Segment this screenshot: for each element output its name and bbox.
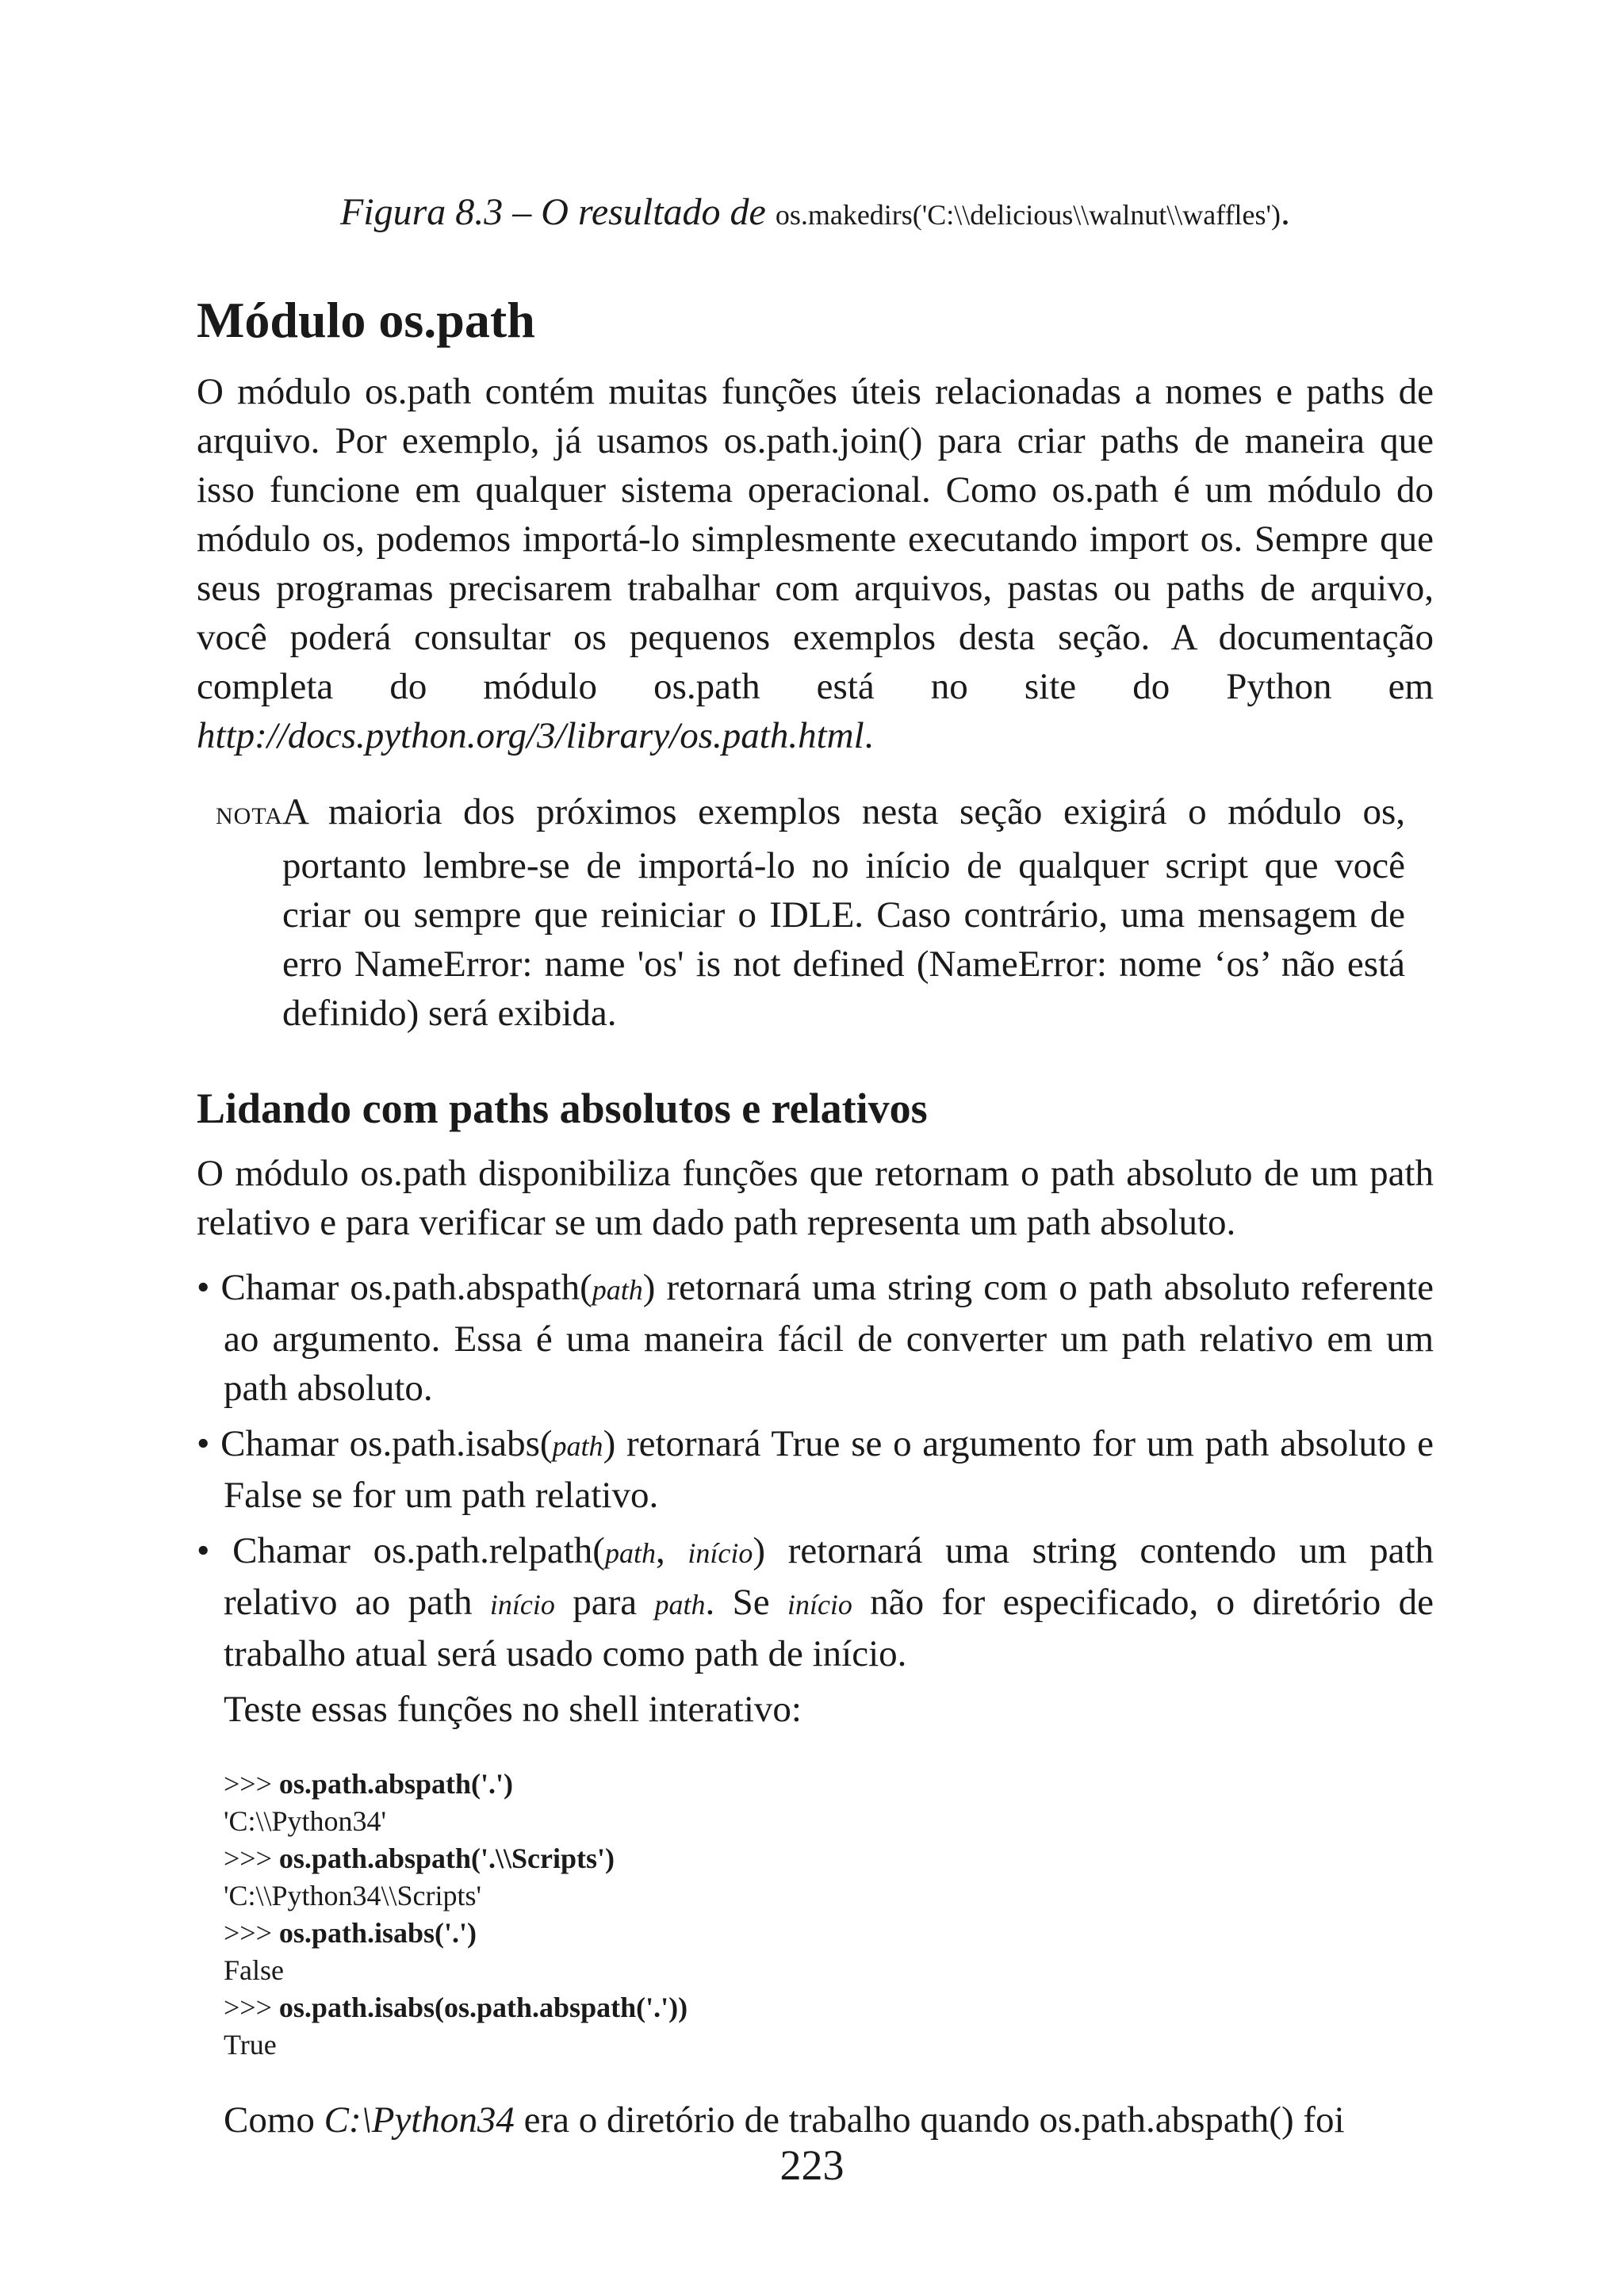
- bullet-text: não for especificado, o diretório de trabalho atual será usado como path de início.: [224, 1581, 1434, 1674]
- subsection-title: Lidando com paths absolutos e relativos: [197, 1084, 928, 1132]
- code-line: [224, 1766, 1434, 1803]
- section-intro-end: .: [864, 714, 874, 756]
- bullet-text: • Chamar os.path.isabs(: [197, 1422, 553, 1464]
- bullet-arg: início: [489, 1588, 555, 1621]
- note-box: [216, 787, 1405, 1038]
- bullet-text: ) retornará uma string contendo um path relativo ao path: [224, 1529, 1434, 1623]
- page-number: 223: [779, 2141, 845, 2189]
- code-line: True: [224, 2028, 277, 2061]
- code-line: 'C:\\Python34': [224, 1804, 387, 1837]
- section-title: Módulo os.path: [197, 292, 535, 348]
- figure-caption: [197, 190, 1434, 234]
- code-prompt: >>>: [224, 1842, 279, 1874]
- code-line: [224, 1840, 1434, 1877]
- bullet-text: ,: [655, 1529, 688, 1571]
- code-line: False: [224, 1954, 284, 1986]
- closing-text: Como: [224, 2099, 324, 2141]
- code-command: os.path.isabs('.'): [278, 1916, 477, 1949]
- bullet-arg: início: [787, 1588, 852, 1621]
- bullet-text: ) retornará uma string com o path absoluto referente ao argumento. Essa é uma maneira fácil de converter um path relativo em um path absoluto.: [224, 1266, 1434, 1409]
- section-intro: [197, 367, 1434, 760]
- code-command: os.path.abspath('.'): [278, 1767, 514, 1800]
- code-prompt: >>>: [224, 1767, 279, 1800]
- bullet-text: • Chamar os.path.relpath(: [197, 1529, 605, 1571]
- list-item: [197, 1419, 1434, 1520]
- bullet-text: • Chamar os.path.abspath(: [197, 1266, 592, 1308]
- list-item: [197, 1526, 1434, 1678]
- bullet-arg: path: [552, 1429, 603, 1462]
- caption-prefix: Figura 8.3 – O resultado de: [339, 191, 776, 233]
- bullet-arg: path: [654, 1588, 706, 1621]
- closing-path: C:\Python34: [324, 2099, 515, 2141]
- caption-suffix: .: [1281, 191, 1291, 233]
- function-list: [197, 1263, 1434, 1678]
- bullet-arg: path: [592, 1273, 643, 1306]
- bullet-arg: path: [604, 1536, 656, 1569]
- subsection-intro: O módulo os.path disponibiliza funções que retornam o path absoluto de um path relativo e para verificar se um dado path representa um path absoluto.: [197, 1152, 1434, 1243]
- caption-code: os.makedirs('C:\\delicious\\walnut\\waffles'): [775, 199, 1281, 231]
- code-command: os.path.abspath('.\\Scripts'): [278, 1842, 615, 1874]
- code-line: [224, 1915, 1434, 1952]
- bullet-arg: início: [688, 1536, 753, 1569]
- bullet-text: para: [554, 1581, 655, 1623]
- bullet-text: . Se: [705, 1581, 787, 1623]
- code-block: [224, 1766, 1434, 2064]
- code-command: os.path.isabs(os.path.abspath('.')): [278, 1991, 688, 2023]
- code-line: 'C:\\Python34\\Scripts': [224, 1879, 482, 1911]
- note-label: NOTA: [216, 802, 283, 829]
- shell-intro: Teste essas funções no shell interativo:: [224, 1688, 802, 1730]
- code-line: [224, 1989, 1434, 2026]
- page-content: [197, 190, 1434, 2145]
- closing-text: era o diretório de trabalho quando os.path.abspath() foi: [514, 2099, 1345, 2141]
- code-prompt: >>>: [224, 1916, 279, 1949]
- note-text: A maioria dos próximos exemplos nesta seção exigirá o módulo os, portanto lembre-se de importá-lo no início de qualquer script que você criar ou sempre que reiniciar o IDLE. Caso contrário, uma mensagem de erro NameError: name 'os' is not defined (NameError: nome ‘os’ não está definido) será exibida.: [282, 790, 1405, 1034]
- docs-url: http://docs.python.org/3/library/os.path.html: [197, 714, 864, 756]
- list-item: [197, 1263, 1434, 1413]
- code-prompt: >>>: [224, 1991, 279, 2023]
- section-intro-text: O módulo os.path contém muitas funções úteis relacionadas a nomes e paths de arquivo. Por exemplo, já usamos os.path.join() para criar paths de maneira que isso funcione em qualquer sistema operacional. Como os.path é um módulo do módulo os, podemos importá-lo simplesmente executando import os. Sempre que seus programas precisarem trabalhar com arquivos, pastas ou paths de arquivo, você poderá consultar os pequenos exemplos desta seção. A documentação completa do módulo os.path está no site do Python em: [197, 370, 1434, 707]
- closing-paragraph: [224, 2095, 1434, 2145]
- bullet-text: ) retornará True se o argumento for um path absoluto e False se for um path relativo.: [224, 1422, 1434, 1516]
